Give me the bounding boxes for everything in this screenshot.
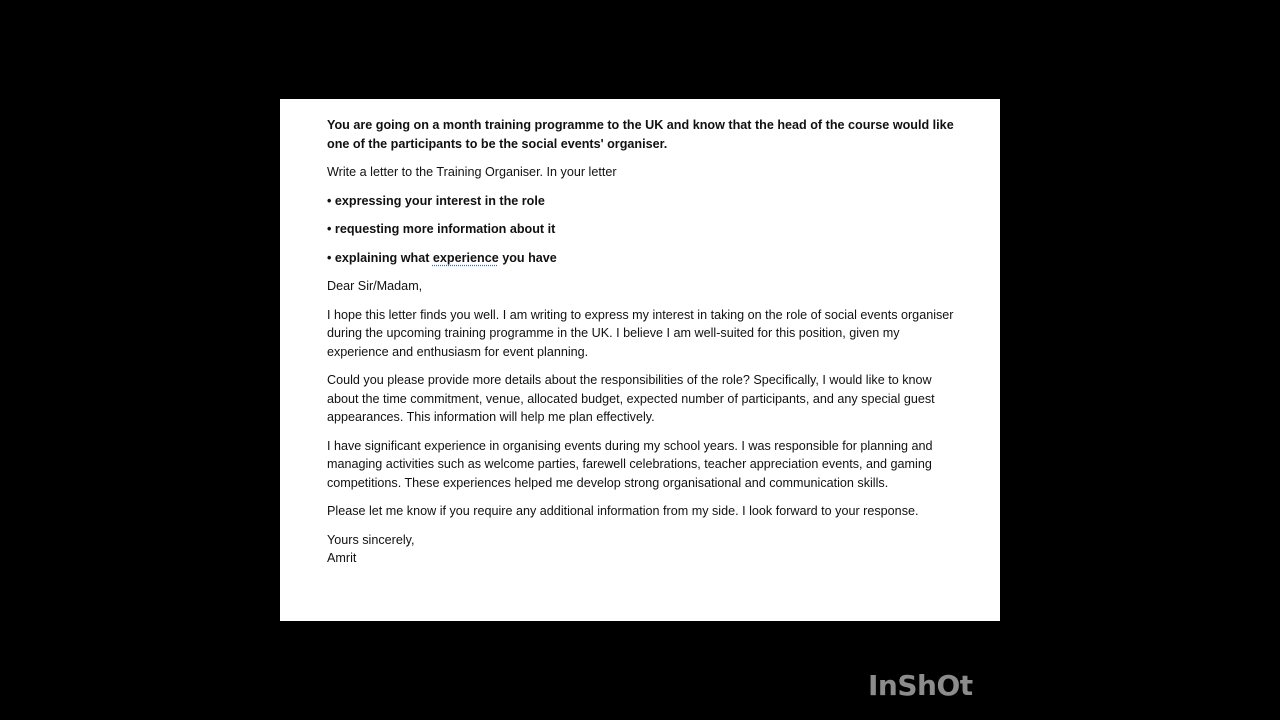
letter-paragraph-intro: I hope this letter finds you well. I am writing to express my interest in taking on the role of social events organiser during the upcoming training programme in the UK. I believe I am well-suited for this position, given my experience and enthusiasm for event planning. xyxy=(327,307,954,359)
bullet-text: expressing your interest in the role xyxy=(334,193,545,208)
document-page xyxy=(280,99,1000,621)
bullet-item-interest xyxy=(327,192,960,211)
bullet-marker: • xyxy=(327,222,332,236)
bullet-text: requesting more information about it xyxy=(334,222,556,236)
inshot-watermark-logo: InShOt xyxy=(868,669,973,702)
bullet-item-information xyxy=(327,220,960,239)
spellcheck-flagged-word[interactable]: experience xyxy=(432,250,499,265)
bullet-marker: • xyxy=(327,250,332,265)
letter-closing: Yours sincerely, xyxy=(327,532,415,547)
letter-signature: Amrit xyxy=(327,551,357,565)
bullet-text-tail: you have xyxy=(498,250,557,265)
letter-salutation: Dear Sir/Madam, xyxy=(327,279,423,293)
letter-paragraph-closing: Please let me know if you require any additional information from my side. I look forward to your response. xyxy=(327,504,919,518)
task-instruction: Write a letter to the Training Organiser. In your letter xyxy=(327,165,617,179)
bullet-text: explaining what xyxy=(334,250,433,265)
bullet-marker: • xyxy=(327,193,332,208)
bullet-item-experience xyxy=(327,249,960,268)
task-prompt: You are going on a month training programme to the UK and know that the head of the course would like one of the participants to be the social events' organiser. xyxy=(327,118,954,151)
letter-paragraph-experience: I have significant experience in organising events during my school years. I was responsible for planning and managing activities such as welcome parties, farewell celebrations, teacher appreciation events, and gaming competitions. These experiences helped me develop strong organisational and communication skills. xyxy=(327,438,933,490)
letter-paragraph-request: Could you please provide more details about the responsibilities of the role? Specifically, I would like to know about the time commitment, venue, allocated budget, expected number of participants, and any special guest appearances. This information will help me plan effectively. xyxy=(327,373,935,424)
